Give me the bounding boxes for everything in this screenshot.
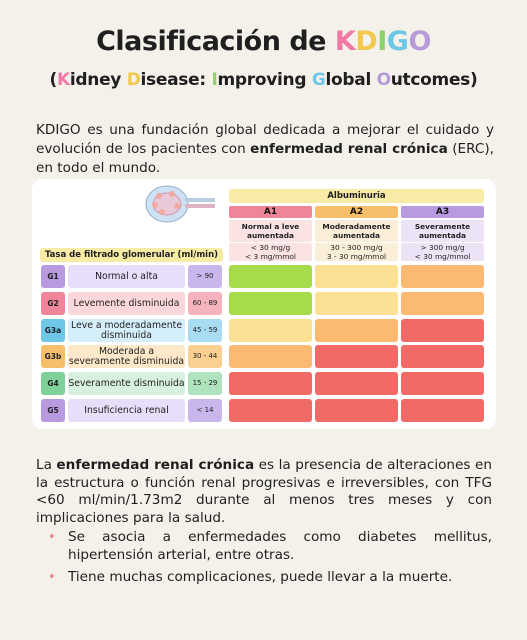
gfr-code-g2: G2 bbox=[41, 292, 65, 315]
page-subtitle bbox=[0, 70, 527, 90]
page-title bbox=[0, 26, 527, 57]
albuminuria-desc: Moderadamente aumentada bbox=[315, 220, 398, 242]
subtitle-word-rest: utcomes bbox=[390, 70, 470, 90]
subtitle-initial: O bbox=[376, 70, 391, 90]
subtitle-word-rest: mproving bbox=[217, 70, 312, 90]
gfr-code-g3b: G3b bbox=[41, 345, 65, 368]
subtitle-initial: K bbox=[57, 70, 70, 90]
gfr-rate: 45 - 59 bbox=[188, 319, 222, 342]
subtitle-word-rest: isease: bbox=[140, 70, 212, 90]
gfr-desc: Severamente disminuida bbox=[68, 372, 185, 395]
bullet-icon: • bbox=[48, 570, 56, 585]
risk-cell bbox=[401, 399, 484, 422]
gfr-code-g1: G1 bbox=[41, 265, 65, 288]
acronym-letter: O bbox=[408, 26, 431, 57]
risk-cell bbox=[229, 399, 312, 422]
risk-cell bbox=[401, 265, 484, 288]
subtitle-open-paren: ( bbox=[49, 70, 57, 90]
gfr-code-g3a: G3a bbox=[41, 319, 65, 342]
gfr-rate: 60 - 89 bbox=[188, 292, 222, 315]
gfr-rate: < 14 bbox=[188, 399, 222, 422]
subtitle-close-paren: ) bbox=[470, 70, 478, 90]
albuminuria-code-a3: A3 bbox=[401, 206, 484, 218]
gfr-rate: 30 - 44 bbox=[188, 345, 222, 368]
subtitle-word-rest: idney bbox=[69, 70, 127, 90]
risk-cell bbox=[315, 372, 398, 395]
risk-cell bbox=[401, 345, 484, 368]
acronym-letter: I bbox=[377, 26, 387, 57]
albuminuria-code-a2: A2 bbox=[315, 206, 398, 218]
definition-bold: enfermedad renal crónica bbox=[56, 457, 255, 473]
risk-cell bbox=[315, 319, 398, 342]
subtitle-word-rest: lobal bbox=[325, 70, 377, 90]
risk-cell bbox=[315, 399, 398, 422]
risk-cell bbox=[229, 345, 312, 368]
acronym-letter: D bbox=[355, 26, 378, 57]
risk-cell bbox=[229, 292, 312, 315]
risk-cell bbox=[229, 319, 312, 342]
gfr-code-g5: G5 bbox=[41, 399, 65, 422]
intro-text-2: (ERC), en todo el mundo. bbox=[36, 141, 494, 176]
albuminuria-code-a1: A1 bbox=[229, 206, 312, 218]
risk-cell bbox=[315, 292, 398, 315]
kidney-icon bbox=[137, 182, 219, 224]
subtitle-initial: I bbox=[211, 70, 218, 90]
albuminuria-desc: Normal a leve aumentada bbox=[229, 220, 312, 242]
gfr-rate: 15 - 29 bbox=[188, 372, 222, 395]
risk-cell bbox=[229, 372, 312, 395]
bullet-text: Se asocia a enfermedades como diabetes mellitus, hipertensión arterial, entre otras. bbox=[68, 529, 492, 563]
ckd-definition bbox=[36, 457, 492, 527]
albuminuria-value: 30 - 300 mg/g 3 - 30 mg/mmol bbox=[315, 243, 398, 261]
tfg-header: Tasa de filtrado glomerular (ml/min) bbox=[40, 248, 223, 262]
subtitle-initial: D bbox=[126, 70, 141, 90]
kdigo-acronym bbox=[335, 26, 431, 57]
title-prefix: Clasificación de bbox=[96, 26, 335, 57]
gfr-desc: Insuficiencia renal bbox=[68, 399, 185, 422]
gfr-code-g4: G4 bbox=[41, 372, 65, 395]
risk-cell bbox=[401, 372, 484, 395]
definition-lead: La bbox=[36, 457, 57, 473]
gfr-desc: Levemente disminuida bbox=[68, 292, 185, 315]
subtitle-words bbox=[57, 70, 470, 90]
list-item bbox=[48, 529, 492, 564]
albuminuria-desc: Severamente aumentada bbox=[401, 220, 484, 242]
risk-cell bbox=[315, 345, 398, 368]
gfr-desc: Leve a moderadamente disminuida bbox=[68, 319, 185, 342]
list-item bbox=[48, 569, 492, 587]
albuminuria-value: < 30 mg/g < 3 mg/mmol bbox=[229, 243, 312, 261]
gfr-desc: Moderada a severamente disminuida bbox=[68, 345, 185, 367]
albuminuria-header: Albuminuria bbox=[229, 189, 484, 203]
bullet-text: Tiene muchas complicaciones, puede llevar a la muerte. bbox=[68, 569, 453, 585]
acronym-letter: K bbox=[334, 26, 356, 57]
risk-cell bbox=[315, 265, 398, 288]
bullet-icon: • bbox=[48, 530, 56, 545]
acronym-letter: G bbox=[386, 26, 409, 57]
intro-bold: enfermedad renal crónica bbox=[250, 141, 448, 157]
risk-cell bbox=[401, 292, 484, 315]
intro-paragraph bbox=[36, 121, 494, 178]
gfr-rate: > 90 bbox=[188, 265, 222, 288]
definition-rest: es la presencia de alteraciones en la estructura o función renal progresivas e irreversibles, con TFG <60 ml/min/1.73m2 durante al menos tres meses y con implicaciones para la salud. bbox=[36, 457, 492, 526]
intro-text-1: KDIGO es una fundación global dedicada a mejorar el cuidado y evolución de los pacientes con bbox=[36, 122, 494, 157]
risk-cell bbox=[401, 319, 484, 342]
risk-cell bbox=[229, 265, 312, 288]
gfr-desc: Normal o alta bbox=[68, 265, 185, 288]
subtitle-initial: G bbox=[311, 70, 326, 90]
bullet-list bbox=[48, 529, 492, 592]
albuminuria-value: > 300 mg/g < 30 mg/mmol bbox=[401, 243, 484, 261]
